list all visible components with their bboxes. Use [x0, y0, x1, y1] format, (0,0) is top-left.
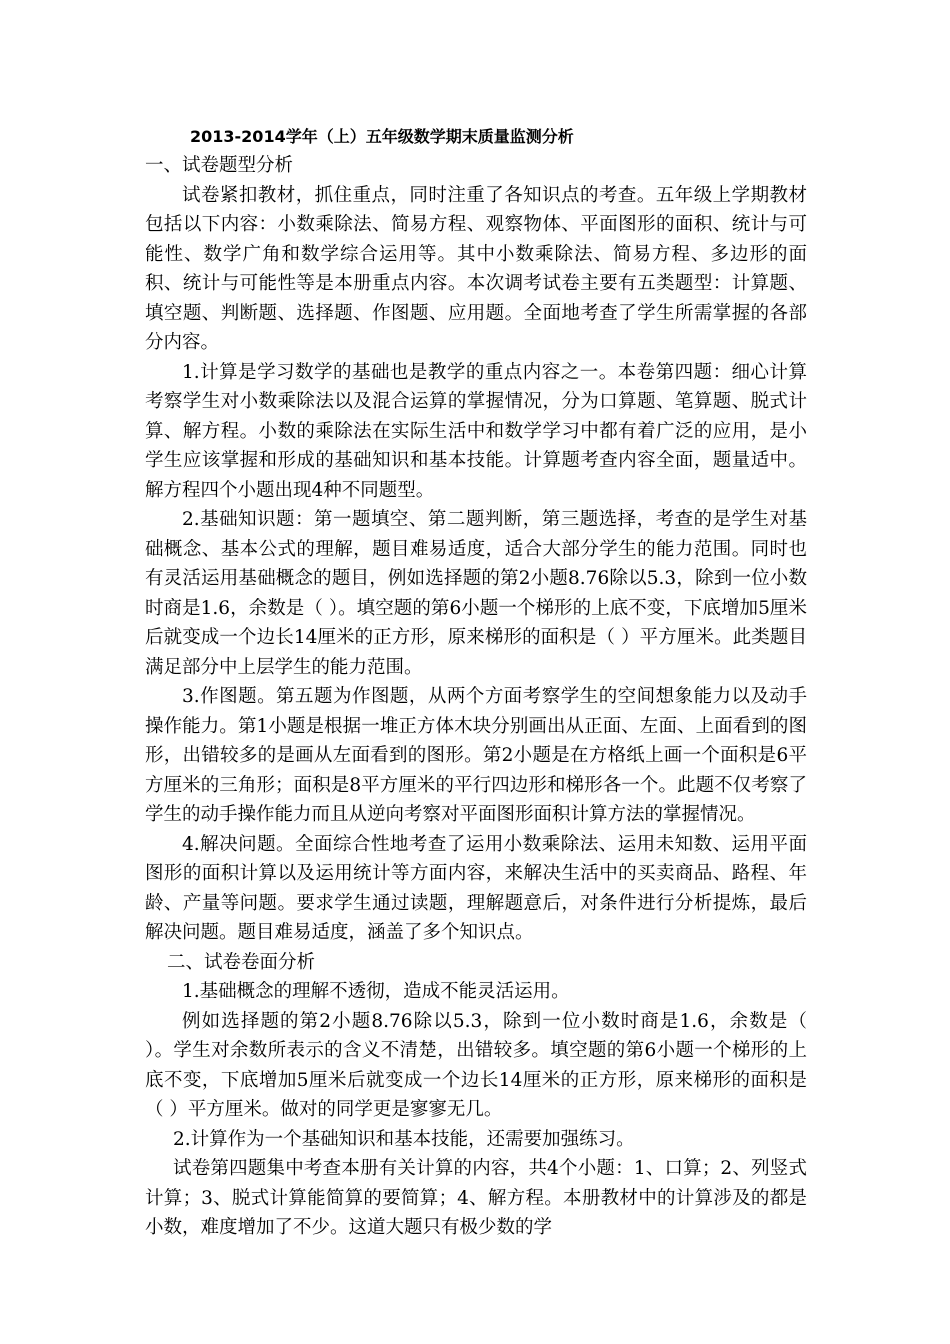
- item-3-paragraph: 3.作图题。第五题为作图题，从两个方面考察学生的空间想象能力以及动手操作能力。第1小题是根据一堆正方体木块分别画出从正面、左面、上面看到的图形，出错较多的是画从左面看到的图形。第2小题是在方格纸上画一个面积是6平方厘米的三角形；面积是8平方厘米的平行四边形和梯形各一个。此题不仅考察了学生的动手操作能力而且从逆向考察对平面图形面积计算方法的掌握情况。: [145, 686, 807, 825]
- item-2-paragraph: 2.基础知识题：第一题填空、第二题判断，第三题选择，考查的是学生对基础概念、基本公式的理解，题目难易适度，适合大部分学生的能力范围。同时也有灵活运用基础概念的题目，例如选择题的第2小题8.76除以5.3，除到一位小数时商是1.6，余数是（ ）。填空题的第6小题一个梯形的上底不变，下底增加5厘米后就变成一个边长14厘米的正方形，原来梯形的面积是（ ）平方厘米。此类题目满足部分中上层学生的能力范围。: [145, 509, 807, 678]
- item-4-paragraph: 4.解决问题。全面综合性地考查了运用小数乘除法、运用未知数、运用平面图形的面积计算以及运用统计等方面内容，来解决生活中的买卖商品、路程、年龄、产量等问题。要求学生通过读题，理解题意后，对条件进行分析提炼，最后解决问题。题目难易适度，涵盖了多个知识点。: [145, 833, 807, 943]
- point-2-detail-paragraph: 试卷第四题集中考查本册有关计算的内容，共4个小题：1、口算；2、列竖式计算；3、脱式计算能简算的要简算；4、解方程。本册教材中的计算涉及的都是小数，难度增加了不少。这道大题只有极少数的学: [145, 1158, 807, 1238]
- document-body: [145, 122, 807, 1243]
- section-heading-1: 一、试卷题型分析: [145, 155, 294, 176]
- section1-intro-paragraph: 试卷紧扣教材，抓住重点，同时注重了各知识点的考查。五年级上学期教材包括以下内容：小数乘除法、简易方程、观察物体、平面图形的面积、统计与可能性、数学广角和数学综合运用等。其中小数乘除法、简易方程、多边形的面积、统计与可能性等是本册重点内容。本次调考试卷主要有五类题型：计算题、填空题、判断题、选择题、作图题、应用题。全面地考查了学生所需掌握的各部分内容。: [145, 184, 807, 353]
- document-title: 2013-2014学年（上）五年级数学期末质量监测分析: [190, 127, 574, 146]
- point-2-heading: 2.计算作为一个基础知识和基本技能，还需要加强练习。: [173, 1128, 635, 1150]
- point-1-heading: 1.基础概念的理解不透彻，造成不能灵活运用。: [182, 981, 570, 1002]
- point-1-detail-paragraph: 例如选择题的第2小题8.76除以5.3，除到一位小数时商是1.6，余数是（ ）。学生对余数所表示的含义不清楚，出错较多。填空题的第6小题一个梯形的上底不变，下底增加5厘米后就变成一个边长14厘米的正方形，原来梯形的面积是（ ）平方厘米。做对的同学更是寥寥无几。: [145, 1010, 807, 1120]
- item-1-paragraph: 1.计算是学习数学的基础也是教学的重点内容之一。本卷第四题：细心计算考察学生对小数乘除法以及混合运算的掌握情况，分为口算题、笔算题、脱式计算、解方程。小数的乘除法在实际生活中和数学学习中都有着广泛的应用，是小学生应该掌握和形成的基础知识和基本技能。计算题考查内容全面，题量适中。解方程四个小题出现4种不同题型。: [145, 361, 807, 501]
- section-heading-2: 二、试卷卷面分析: [167, 951, 316, 973]
